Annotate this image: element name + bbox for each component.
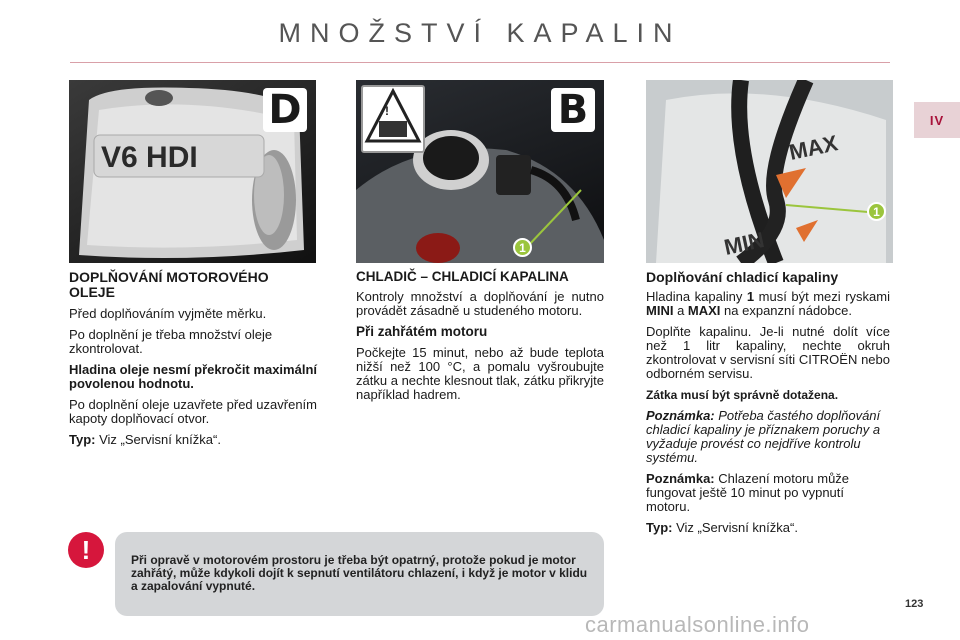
type-reference: Typ: Viz „Servisní knížka“. — [69, 432, 221, 447]
chapter-tab[interactable]: IV — [914, 102, 960, 138]
page-title: MNOŽSTVÍ KAPALIN — [278, 18, 682, 48]
paragraph: Kontroly množství a doplňování je nutno provádět zásadně u studeného motoru. — [356, 289, 604, 318]
title-divider — [70, 62, 890, 63]
coolant-section — [356, 270, 604, 409]
expansion-tank-illustration — [646, 80, 893, 263]
hot-coolant-warning-icon — [361, 85, 425, 153]
section-heading: Doplňování chladicí kapaliny — [646, 269, 839, 285]
warning-text: Při opravě v motorovém prostoru je třeba být opatrný, protože pokud je motor zahřátý, může kdykoli dojít k sepnutí ventilátoru chlazení, i když je motor v klidu a zapalování vypnuté. — [131, 553, 588, 593]
callout-marker: 1 — [867, 202, 886, 221]
paragraph: Před doplňováním vyjměte měrku. — [69, 306, 267, 321]
paragraph: Po doplnění je třeba množství oleje zkontrolovat. — [69, 327, 273, 356]
paragraph: Doplňte kapalinu. Je-li nutné dolít více než 1 litr kapaliny, nechte okruh zkontrolovat v servisní síti CITROËN nebo odborném servisu. — [646, 324, 890, 381]
warning-paragraph: Hladina oleje nesmí překročit maximální povolenou hodnotu. — [69, 362, 317, 391]
photo-letter-d: D — [263, 88, 307, 132]
warning-exclamation-icon: ! — [68, 532, 104, 568]
paragraph: Po doplnění oleje uzavřete před uzavřením kapoty doplňovací otvor. — [69, 397, 317, 426]
warning-panel — [115, 532, 604, 616]
watermark: carmanualsonline.info — [585, 612, 810, 637]
type-reference: Typ: Viz „Servisní knížka“. — [646, 520, 798, 535]
subsection-heading: Při zahřátém motoru — [356, 324, 488, 339]
note: Poznámka: Potřeba častého doplňování chladicí kapaliny je příznakem poruchy a vyžaduje provést co nejdříve kontrolu systému. — [646, 408, 881, 465]
expansion-tank-photo — [646, 80, 893, 263]
paragraph: Hladina kapaliny 1 musí být mezi ryskami MINI a MAXI na expanzní nádobce. — [646, 289, 890, 318]
cap-warning: Zátka musí být správně dotažena. — [646, 388, 839, 402]
section-heading: DOPLŇOVÁNÍ MOTOROVÉHO OLEJE — [69, 269, 269, 300]
photo-letter-b: B — [551, 88, 595, 132]
svg-text:!: ! — [385, 104, 389, 118]
min-mark: MIN — [721, 227, 767, 260]
coolant-topup-section — [646, 270, 890, 542]
max-mark: MAX — [786, 130, 840, 165]
note: Poznámka: Chlazení motoru může fungovat ještě 10 minut po vypnutí motoru. — [646, 471, 850, 514]
oil-topup-section — [69, 270, 317, 454]
engine-badge-text: V6 HDI — [101, 141, 198, 174]
page-number: 123 — [905, 598, 924, 610]
section-heading: CHLADIČ – CHLADICÍ KAPALINA — [356, 269, 569, 284]
paragraph: Počkejte 15 minut, nebo až bude teplota nižší než 100 °C, a pomalu vyšroubujte zátku a nechte klesnout tlak, zátku přikryjte například hadrem. — [356, 345, 604, 402]
coolant-cap-photo — [356, 80, 604, 263]
engine-cover-photo — [69, 80, 316, 263]
callout-marker: 1 — [513, 238, 532, 257]
